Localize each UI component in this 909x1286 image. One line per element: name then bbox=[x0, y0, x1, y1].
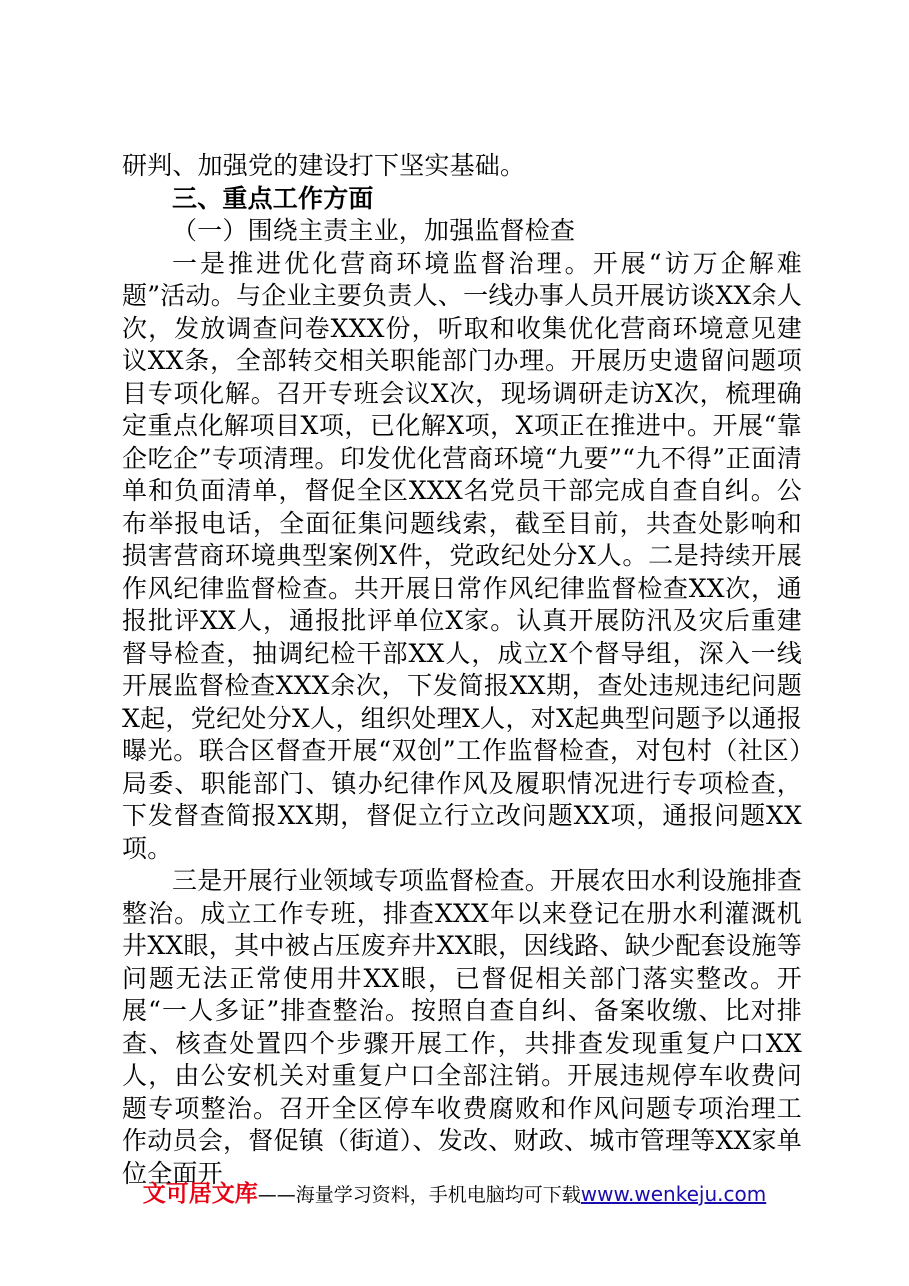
footer-brand: 文可居文库 bbox=[142, 1181, 258, 1207]
document-body bbox=[122, 150, 802, 1190]
footer-url-link[interactable]: www.wenkeju.com bbox=[580, 1182, 767, 1206]
body-paragraph-2: 三是开展行业领域专项监督检查。开展农田水利设施排查整治。成立工作专班，排查XXX年以来登记在册水利灌溉机井XX眼，其中被占压废弃井XX眼，因线路、缺少配套设施等问题无法正常使用井XX眼，已督促相关部门落实整改。开展“一人多证”排查整治。按照自查自纠、备案收缴、比对排查、核查处置四个步骤开展工作，共排查发现重复户口XX人，由公安机关对重复户口全部注销。开展违规停车收费问题专项整治。召开全区停车收费腐败和作风问题专项治理工作动员会，督促镇（街道）、发改、财政、城市管理等XX家单位全面开 bbox=[122, 866, 803, 1188]
footer-tagline: ——海量学习资料，手机电脑均可下载 bbox=[257, 1184, 581, 1206]
body-paragraph-1: 一是推进优化营商环境监督治理。开展“访万企解难题”活动。与企业主要负责人、一线办事人员开展访谈XX余人次，发放调查问卷XXX份，听取和收集优化营商环境意见建议XX条，全部转交相关职能部门办理。开展历史遗留问题项目专项化解。召开专班会议X次，现场调研走访X次，梳理确定重点化解项目X项，已化解X项，X项正在推进中。开展“靠企吃企”专项清理。印发优化营商环境“九要”“九不得”正面清单和负面清单，督促全区XXX名党员干部完成自查自纠。公布举报电话，全面征集问题线索，截至目前，共查处影响和损害营商环境典型案例X件，党政纪处分X人。二是持续开展作风纪律监督检查。共开展日常作风纪律监督检查XX次，通报批评XX人，通报批评单位X家。认真开展防汛及灾后重建督导检查，抽调纪检干部XX人，成立X个督导组，深入一线开展监督检查XXX余次，下发简报XX期，查处违规违纪问题X起，党纪处分X人，组织处理X人，对X起典型问题予以通报曝光。联合区督查开展“双创”工作监督检查，对包村（社区）局委、职能部门、镇办纪律作风及履职情况进行专项检查，下发督查简报XX期，督促立行立改问题XX项，通报问题XX项。 bbox=[122, 248, 802, 863]
subsection-heading: （一）围绕主责主业，加强监督检查 bbox=[172, 216, 576, 245]
footer-banner bbox=[0, 1180, 909, 1209]
continuation-paragraph: 研判、加强党的建设打下坚实基础。 bbox=[122, 151, 526, 180]
section-heading: 三、重点工作方面 bbox=[172, 183, 374, 213]
